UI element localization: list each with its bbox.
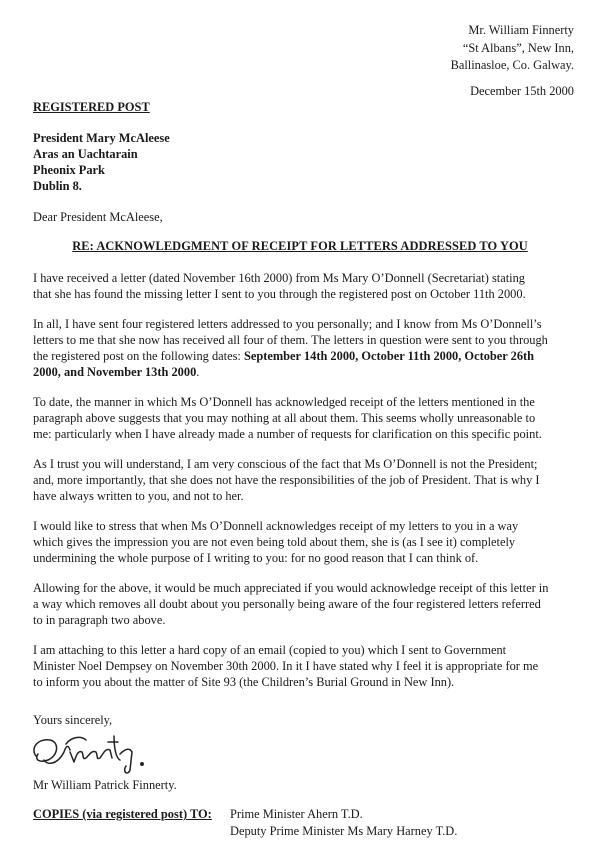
recipient-line4: Dublin 8. (33, 179, 82, 193)
recipient-line3: Pheonix Park (33, 163, 105, 177)
letter-body (33, 270, 573, 704)
paragraph-line: I am attaching to this letter a hard copy of an email (copied to you) which I sent to Government (33, 643, 507, 657)
paragraph-line: In all, I have sent four registered letters addressed to you personally; and I know from Ms O’Donnell’s (33, 317, 542, 331)
copies-label: COPIES (via registered post) TO: (33, 807, 212, 821)
dates-bold: September 14th 2000, October 11th 2000, October 26th (243, 349, 535, 363)
recipient-name: President Mary McAleese (33, 131, 170, 145)
paragraph-3 (33, 394, 573, 442)
paragraph-line: and, more importantly, that she does not have the responsibilities of the job of President. That is why I (33, 473, 540, 487)
sender-address (451, 22, 574, 75)
copy-recipient-1: Prime Minister Ahern T.D. (230, 807, 363, 821)
subject-line: RE: ACKNOWLEDGMENT OF RECEIPT FOR LETTERS ADDRESSED TO YOU (72, 239, 528, 253)
dates-period: . (196, 365, 200, 379)
paragraph-line (33, 364, 573, 380)
paragraph-line: that she has found the missing letter I sent to you through the registered post on October 11th 2000. (33, 287, 526, 301)
recipient-address (33, 130, 170, 194)
paragraph-line: to in paragraph two above. (33, 613, 166, 627)
paragraph-line: To date, the manner in which Ms O’Donnell has acknowledged receipt of the letters mentioned in the (33, 395, 535, 409)
closing: Yours sincerely, (33, 713, 113, 727)
paragraph-line: letters to me that she now has received all four of them. The letters in question were sent to you through (33, 333, 548, 347)
paragraph-line: Minister Noel Dempsey on November 30th 2000. In it I have stated why I feel it is appropriate for me (33, 659, 539, 673)
signatory-name: Mr William Patrick Finnerty. (33, 778, 177, 792)
paragraph-line: to inform you about the matter of Site 93 (the Children’s Burial Ground in New Inn). (33, 675, 455, 689)
registered-post-heading: REGISTERED POST (33, 100, 150, 114)
paragraph-line: me: particularly when I have already made a number of requests for clarification on this specific point. (33, 427, 542, 441)
paragraph-line: undermining the whole purpose of I writing to you: for no good reason that I can think of. (33, 551, 479, 565)
letter-date: December 15th 2000 (470, 84, 574, 98)
paragraph-line (33, 348, 573, 364)
copy-recipient-2: Deputy Prime Minister Ms Mary Harney T.D. (230, 823, 458, 838)
paragraph-6 (33, 580, 573, 628)
sender-name: Mr. William Finnerty (468, 23, 574, 37)
paragraph-line: which gives the impression you are not even being told about them, she is (as I see it) completely (33, 535, 516, 549)
signature-drawing (26, 730, 176, 776)
paragraph-2 (33, 316, 573, 380)
dates-bold-continued: 2000, and November 13th 2000 (33, 365, 197, 379)
copies-list (230, 806, 457, 839)
sender-address-line1: “St Albans”, New Inn, (462, 40, 574, 55)
recipient-line2: Aras an Uachtarain (33, 147, 138, 161)
sender-address-line2: Ballinasloe, Co. Galway. (450, 58, 574, 72)
paragraph-line: paragraph above suggests that you may nothing at all about them. This seems wholly unreasonable to (33, 411, 536, 425)
paragraph-4 (33, 456, 573, 504)
paragraph-line: I have received a letter (dated November 16th 2000) from Ms Mary O’Donnell (Secretariat) stating (33, 271, 526, 285)
dates-intro: the registered post on the following dates: (33, 349, 244, 363)
paragraph-line: a way which removes all doubt about you personally being aware of the four registered letters referred (33, 597, 541, 611)
paragraph-line: I would like to stress that when Ms O’Donnell acknowledges receipt of my letters to you in a way (33, 519, 519, 533)
paragraph-line: Allowing for the above, it would be much appreciated if you would acknowledge receipt of this letter in (33, 581, 549, 595)
handwritten-signature (26, 730, 176, 780)
paragraph-7 (33, 642, 573, 690)
salutation: Dear President McAleese, (33, 210, 163, 224)
paragraph-line: have always written to you, and not to her. (33, 489, 244, 503)
paragraph-1 (33, 270, 573, 302)
paragraph-5 (33, 518, 573, 566)
paragraph-line: As I trust you will understand, I am very conscious of the fact that Ms O’Donnell is not the President; (33, 457, 538, 471)
